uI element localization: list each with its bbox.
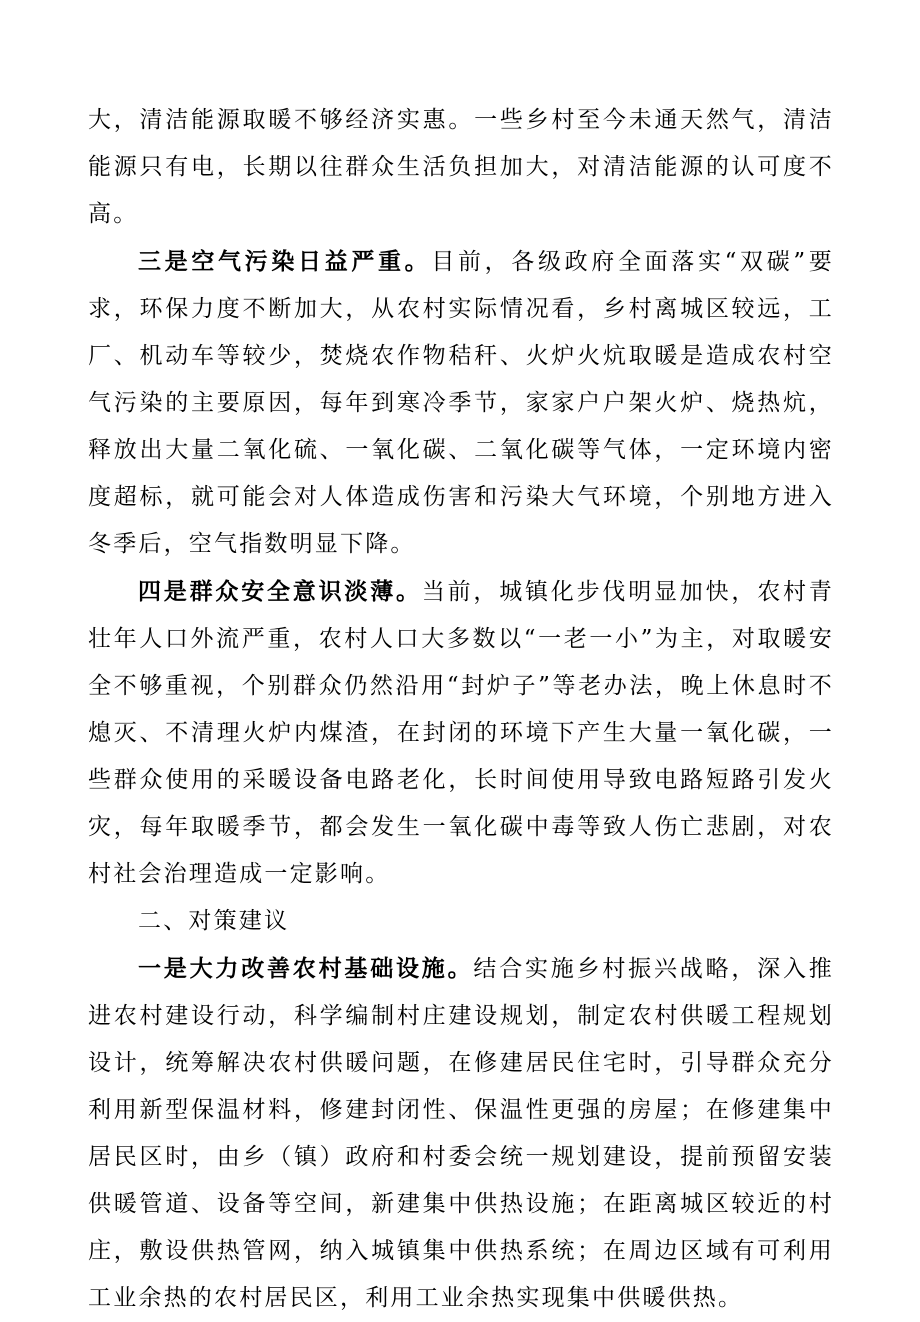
paragraph-safety-awareness [88,568,834,898]
paragraph-air-pollution [88,238,834,568]
paragraph-heading: 四是群众安全意识淡薄。 [138,578,422,605]
paragraph-text: 目前，各级政府全面落实“双碳”要求，环保力度不断加大，从农村实际情况看，乡村离城区较远，工厂、机动车等较少，焚烧农作物秸秆、火炉火炕取暖是造成农村空气污染的主要原因，每年到寒冷季节，家家户户架火炉、烧热炕，释放出大量二氧化硫、一氧化碳、二氧化碳等气体，一定环境内密度超标，就可能会对人体造成伤害和污染大气环境，个别地方进入冬季后，空气指数明显下降。 [88,249,834,557]
paragraph-text: 当前，城镇化步伐明显加快，农村青壮年人口外流严重，农村人口大多数以“一老一小”为主，对取暖安全不够重视，个别群众仍然沿用“封炉子”等老办法，晚上休息时不熄灭、不清理火炉内煤渣，在封闭的环境下产生大量一氧化碳，一些群众使用的采暖设备电路老化，长时间使用导致电路短路引发火灾，每年取暖季节，都会发生一氧化碳中毒等致人伤亡悲剧，对农村社会治理造成一定影响。 [88,579,835,887]
paragraph-continuation [88,97,834,238]
paragraph-heading: 一是大力改善农村基础设施。 [138,955,474,982]
paragraph-infrastructure [88,945,834,1322]
section-title: 二、对策建议 [138,908,290,934]
paragraph-text: 大，清洁能源取暖不够经济实惠。一些乡村至今未通天然气，清洁能源只有电，长期以往群众生活负担加大，对清洁能源的认可度不高。 [88,107,834,227]
paragraph-heading: 三是空气污染日益严重。 [138,248,432,275]
paragraph-text: 结合实施乡村振兴战略，深入推进农村建设行动，科学编制村庄建设规划，制定农村供暖工程规划设计，统筹解决农村供暖问题，在修建居民住宅时，引导群众充分利用新型保温材料，修建封闭性、保温性更强的房屋；在修建集中居民区时，由乡（镇）政府和村委会统一规划建设，提前预留安装供暖管道、设备等空间，新建集中供热设施；在距离城区较近的村庄，敷设供热管网，纳入城镇集中供热系统；在周边区域有可利用工业余热的农村居民区，利用工业余热实现集中供暖供热。 [88,956,834,1311]
